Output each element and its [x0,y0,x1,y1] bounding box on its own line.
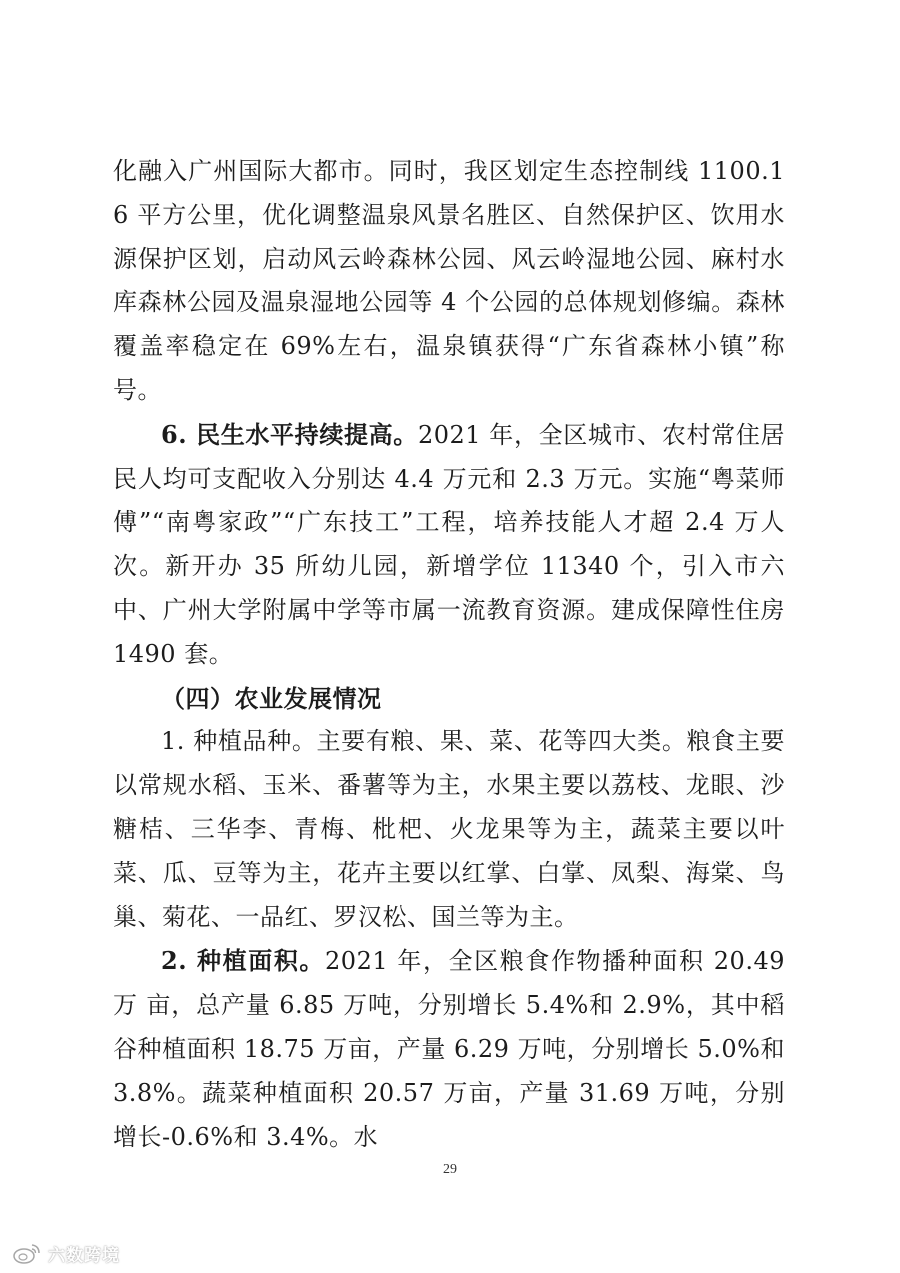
paragraph-crop-varieties [113,720,785,939]
paragraph-text: 化融入广州国际大都市。同时，我区划定生态控制线 1100.16 平方公里，优化调整温泉风景名胜区、自然保护区、饮用水源保护区划，启动风云岭森林公园、风云岭湿地公园、麻村水库森林公园及温泉湿地公园等 4 个公园的总体规划修编。森林覆盖率稳定在 69%左右，温泉镇获得“广东省森林小镇”称号。 [113,157,785,404]
watermark-text: 六数跨境 [48,1245,120,1266]
paragraph-lead: 2. 种植面积。 [161,946,326,976]
section-heading: （四）农业发展情况 [161,683,382,713]
paragraph-planting-area [113,939,785,1159]
paragraph-ecology [113,150,785,413]
paragraph-text: 1. 种植品种。主要有粮、果、菜、花等四大类。粮食主要以常规水稻、玉米、番薯等为主，水果主要以荔枝、龙眼、沙糖桔、三华李、青梅、枇杷、火龙果等为主，蔬菜主要以叶菜、瓜、豆等为主，花卉主要以红掌、白掌、凤梨、海棠、鸟巢、菊花、一品红、罗汉松、国兰等为主。 [113,727,785,931]
page-number: 29 [443,1162,457,1177]
paragraph-lead: 6. 民生水平持续提高。 [161,419,418,449]
paragraph-livelihood [113,413,785,677]
paragraph-text: 2021 年，全区城市、农村常住居民人均可支配收入分别达 4.4 万元和 2.3 万元。实施“粤菜师傅”“南粤家政”“广东技工”工程，培养技能人才超 2.4 万人次。新开办 35 所幼儿园，新增学位 11340 个，引入市六中、广州大学附属中学等市属一流教育资源。建成保障性住房 1490 套。 [113,420,785,668]
document-body [113,150,785,1159]
paragraph-text: 2021 年，全区粮食作物播种面积 20.49 万 亩，总产量 6.85 万吨，分别增长 5.4%和 2.9%，其中稻谷种植面积 18.75 万亩，产量 6.29 万吨，分别增长 5.0%和 3.8%。蔬菜种植面积 20.57 万亩，产量 31.69 万吨，分别增长-0.6%和 3.4%。水 [113,947,785,1151]
watermark [12,1240,120,1266]
weibo-logo-icon [12,1241,42,1265]
